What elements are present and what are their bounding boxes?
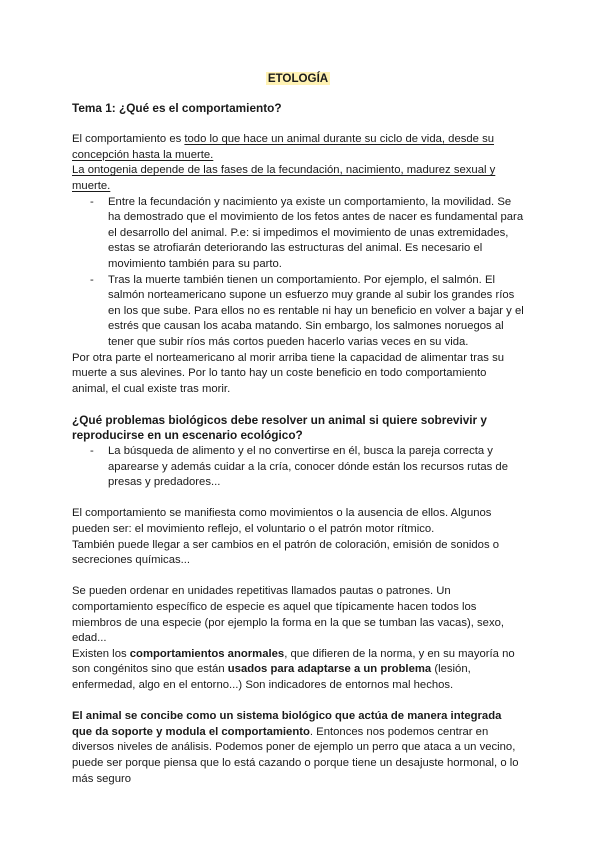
bold-statement: El animal se concibe como un sistema biológico que actúa de manera integrada que da soporte y modula el comportamiento [72,710,502,738]
underlined-definition: todo lo que hace un animal durante su ciclo de vida, desde su concepción hasta la muerte. [72,133,495,161]
list-item: - La búsqueda de alimento y el no convertirse en él, busca la pareja correcta y aparearse y además cuidar a la cría, conocer dónde están los recursos rutas de presas y predadores... [108,444,524,491]
paragraph-anormales: Existen los comportamientos anormales, que difieren de la norma, y en su mayoría no son congénitos sino que están usados para adaptarse a un problema (lesión, enfermedad, algo en el entorno...) Son indicadores de entornos mal hechos. [72,647,515,691]
paragraph-pautas: Se pueden ordenar en unidades repetitivas llamados pautas o patrones. Un comportamiento específico de especie es aquel que típicamente hacen todos los miembros de una especie (por ejemplo la forma en la que se tumban las vacas), sexo, edad... [72,585,505,645]
bold-term: usados para adaptarse a un problema [227,663,432,676]
bold-term: comportamientos anormales [129,647,285,660]
dash-list-problemas [72,444,524,491]
paragraph-sistema-biologico: El animal se concibe como un sistema biológico que actúa de manera integrada que da soporte y modula el comportamiento. Entonces nos podemos centrar en diversos niveles de análisis. Podemos poner de ejemplo un perro que ataca a un vecino, puede ser porque piensa que lo está cazando o porque tiene un desajuste hormonal, o lo más seguro [72,710,519,785]
paragraph-coloracion: También puede llegar a ser cambios en el patrón de coloración, emisión de sonidos o secreciones químicas... [72,538,500,567]
paragraph-coste-beneficio: Por otra parte el norteamericano al morir arriba tiene la capacidad de alimentar tras su muerte a sus alevines. Por lo tanto hay un coste beneficio en todo comportamiento animal, el cual existe tras morir. [72,351,505,395]
section-heading-tema-1: Tema 1: ¿Qué es el comportamiento? [72,101,282,115]
title-highlight: ETOLOGÍA [267,72,329,85]
paragraph-ontogenia: La ontogenia depende de las fases de la fecundación, nacimiento, madurez sexual y muerte. [72,164,496,192]
document-title [72,71,524,87]
list-item: - Tras la muerte también tienen un comportamiento. Por ejemplo, el salmón. El salmón norteamericano supone un esfuerzo muy grande al subir los grandes ríos en los que sube. Para ellos no es rentable ni hay un beneficio en volver a bajar y el estrés que causan los acaba matando. Sin embargo, los salmones noruegos al tener que subir ríos más cortos pueden hacerlo varias veces en su vida. [108,273,524,351]
paragraph-movimientos: El comportamiento se manifiesta como movimientos o la ausencia de ellos. Algunos pueden ser: el movimiento reflejo, el voluntario o el patrón motor rítmico. [72,507,492,536]
list-item: - Entre la fecundación y nacimiento ya existe un comportamiento, la movilidad. Se ha demostrado que el movimiento de los fetos antes de nacer es fundamental para el desarrollo del animal. P.e: si impedimos el movimiento de unas extremidades, estas se atrofiarán deteriorando las estructuras del animal. Es necesario el movimiento también para su parto. [108,195,524,273]
section-heading-problemas: ¿Qué problemas biológicos debe resolver un animal si quiere sobrevivir y reproducirse en un escenario ecológico? [72,412,487,443]
document-body [72,71,524,787]
dash-list-examples [72,195,524,351]
paragraph-definition: El comportamiento es todo lo que hace un animal durante su ciclo de vida, desde su concepción hasta la muerte. [72,133,495,161]
